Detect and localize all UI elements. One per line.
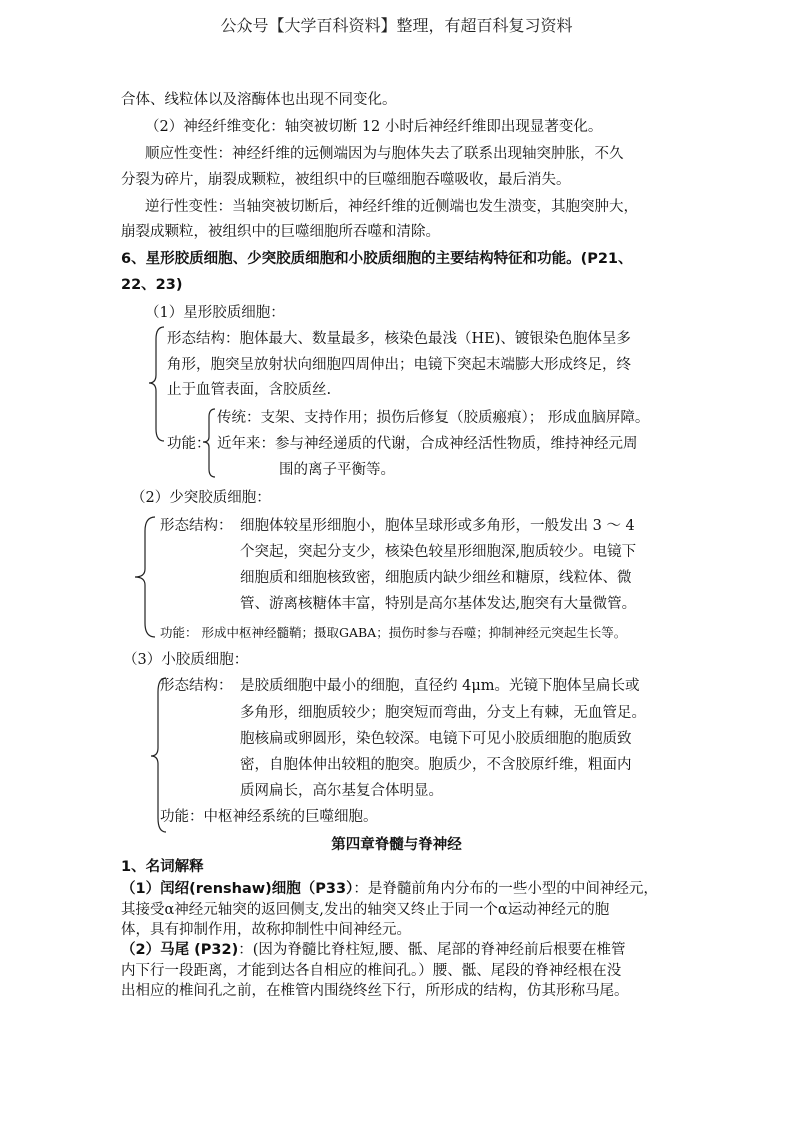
oligo-morph-2: 个突起，突起分支少，核染色较星形细胞深,胞质较少。电镜下 <box>240 544 637 560</box>
term-2-def-start: ：(因为脊髓比脊柱短,腰、骶、尾部的脊神经前后根要在椎管 <box>238 942 626 958</box>
astro-func-label: 功能： <box>167 436 211 452</box>
micro-morph-1: 是胶质细胞中最小的细胞，直径约 4μm。光镜下胞体呈扁长或 <box>240 678 640 694</box>
astro-morph-2: 角形，胞突呈放射状向细胞四周伸出；电镜下突起末端膨大形成终足，终 <box>167 357 631 373</box>
oligo-func: 功能： 形成中枢神经髓鞘；摄取GABA；损伤时参与吞噬；抑制神经元突起生长等。 <box>160 625 627 640</box>
micro-morph-5: 质网扁长，高尔基复合体明显。 <box>240 783 443 799</box>
term-2-name: （2）马尾 (P32) <box>121 942 239 958</box>
micro-morph-2: 多角形，细胞质较少；胞突短而弯曲，分支上有棘，无血管足。 <box>240 705 646 721</box>
oligo-morph-3: 细胞质和细胞核致密，细胞质内缺少细丝和糖原，线粒体、微 <box>240 570 632 586</box>
question-6-title-cont: 22、23) <box>121 277 183 293</box>
intro-line-2: （2）神经纤维变化：轴突被切断 12 小时后神经纤维即出现显著变化。 <box>145 119 603 135</box>
astro-morph-3: 止于血管表面，含胶质丝. <box>167 382 332 398</box>
astro-brace <box>146 325 166 443</box>
question-6-title: 6、星形胶质细胞、少突胶质细胞和小胶质细胞的主要结构特征和功能。(P21、 <box>121 251 633 267</box>
astro-morph-1: 形态结构：胞体最大、数量最多，核染色最浅（HE)、镀银染色胞体呈多 <box>167 331 631 347</box>
term-1-def-start: ：是脊髓前角内分布的一些小型的中间神经元， <box>353 881 658 897</box>
term-2-line-3: 出相应的椎间孔之前，在椎管内围绕终丝下行，所形成的结构，仿其形称马尾。 <box>121 983 629 999</box>
term-2-line-2: 内下行一段距离，才能到达各自相应的椎间孔。）腰、骶、尾段的脊神经根在没 <box>121 963 622 979</box>
chapter-4-title: 第四章脊髓与脊神经 <box>331 837 462 853</box>
term-2-line-1 <box>121 940 625 960</box>
oligo-brace <box>131 515 157 640</box>
term-1-line-2: 其接受α神经元轴突的返回侧支,发出的轴突又终止于同一个α运动神经元的胞 <box>121 902 610 918</box>
intro-line-1: 合体、线粒体以及溶酶体也出现不同变化。 <box>121 92 397 108</box>
term-1-line-1 <box>121 879 658 899</box>
intro-line-4: 分裂为碎片，崩裂成颗粒，被组织中的巨噬细胞吞噬吸收，最后消失。 <box>121 172 571 188</box>
section-terms: 1、名词解释 <box>121 859 204 875</box>
astro-func-2: 近年来：参与神经递质的代谢，合成神经活性物质，维持神经元周 <box>217 436 638 452</box>
oligo-heading: （2）少突胶质细胞： <box>131 490 271 506</box>
micro-heading: （3）小胶质细胞： <box>123 652 249 668</box>
astro-func-1: 传统：支架、支持作用；损伤后修复（胶质瘢痕）； 形成血脑屏障。 <box>217 410 650 426</box>
oligo-morph-label: 形态结构： <box>160 518 233 534</box>
micro-morph-3: 胞核扁或卵圆形，染色较深。电镜下可见小胶质细胞的胞质致 <box>240 731 632 747</box>
micro-morph-label: 形态结构： <box>160 678 233 694</box>
astro-func-3: 围的离子平衡等。 <box>279 462 395 478</box>
intro-line-3: 顺应性变性：神经纤维的远侧端因为与胞体失去了联系出现轴突肿胀，不久 <box>145 146 624 162</box>
term-1-name: （1）闰绍(renshaw)细胞（P33） <box>121 881 354 897</box>
intro-line-6: 崩裂成颗粒，被组织中的巨噬细胞所吞噬和清除。 <box>121 224 440 240</box>
micro-morph-4: 密，自胞体伸出较粗的胞突。胞质少，不含胶原纤维，粗面内 <box>240 757 632 773</box>
page-header: 公众号【大学百科资料】整理，有超百科复习资料 <box>220 16 573 35</box>
astro-heading: （1）星形胶质细胞： <box>145 305 285 321</box>
micro-func: 功能：中枢神经系统的巨噬细胞。 <box>160 809 378 825</box>
oligo-morph-4: 管、游离核糖体丰富，特别是高尔基体发达,胞突有大量微管。 <box>240 596 637 612</box>
oligo-morph-1: 细胞体较星形细胞小，胞体呈球形或多角形，一般发出 3 ～ 4 <box>240 518 635 534</box>
intro-line-5: 逆行性变性：当轴突被切断后，神经纤维的近侧端也发生溃变，其胞突肿大， <box>145 199 638 215</box>
term-1-line-3: 体，具有抑制作用，故称抑制性中间神经元。 <box>121 922 411 938</box>
